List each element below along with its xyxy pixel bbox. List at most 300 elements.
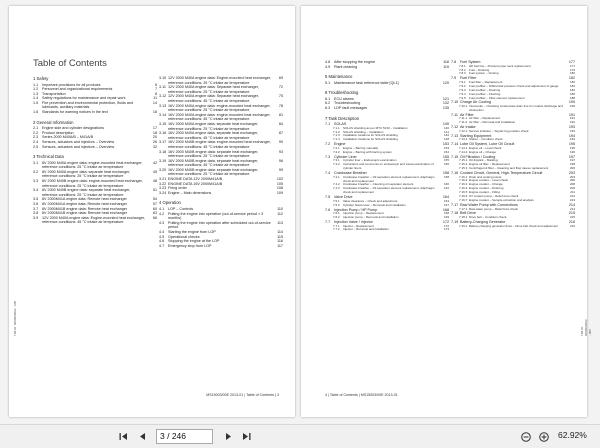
left-page-column-1 <box>33 76 157 225</box>
toc-entry-page: 140 <box>442 122 449 127</box>
toc-entry-page: 164 <box>442 195 449 200</box>
toc-subentry-page: 169 <box>443 215 449 220</box>
right-page-column-2 <box>451 60 575 228</box>
toc-subentry-number: 7.16.4 <box>459 186 468 191</box>
toc-entry-number: 7.3 <box>325 154 331 159</box>
toc-entry[interactable] <box>325 65 449 70</box>
toc-subentry-page: 209 <box>569 186 575 191</box>
toc-subentry-number: 7.19.1 <box>459 223 468 228</box>
toc-subentry-number: 7.16.6 <box>459 194 468 199</box>
toc-entry-page: 81 <box>278 112 283 117</box>
toc-entry-title: Cylinder Liner <box>334 154 357 159</box>
left-page <box>9 6 295 417</box>
toc-entry-title: Air Intake <box>460 125 476 130</box>
toc-subentry-number: 7.13.1 <box>459 137 468 142</box>
toc-subentry-page: 200 <box>569 166 575 171</box>
toc-entry-title: Series 2000 M40A/B – M41A/B <box>42 135 94 140</box>
toc-subentry-title: Engine coolant – Draining <box>469 186 504 191</box>
toc-entry-title: Engine – Main dimensions <box>168 190 212 195</box>
toc-subentry-page: 213 <box>569 198 575 202</box>
toc-entry-title: Starting Equipment <box>460 133 492 138</box>
toc-entry-number: 7.16 <box>451 170 459 175</box>
toc-entry-page: 190 <box>568 100 575 105</box>
toc-entry-number: 3.15 <box>159 121 167 126</box>
toc-subentry-page: 215 <box>569 215 575 219</box>
toc-subentry-page: 214 <box>569 206 575 211</box>
toc-entry-number: 7.13 <box>451 133 459 138</box>
toc-entry-number: 3.18 <box>159 149 167 154</box>
toc-entry-page: 119 <box>443 64 449 69</box>
toc-entry-number: 2.5 <box>33 144 39 149</box>
toc-entry-title: Important provisions for all products <box>42 82 101 87</box>
toc-subentry[interactable] <box>451 105 575 113</box>
toc-entry-page: 109 <box>276 190 283 195</box>
toc-subentry-number: 7.1.1 <box>333 125 340 130</box>
toc-entry-number: 3.16 <box>159 131 167 136</box>
toc-entry-page: 115 <box>277 234 283 239</box>
toc-entry-title: Oil Filtration / Cooling <box>460 154 496 159</box>
toc-entry-title: SOLAS <box>334 122 347 127</box>
toc-subentry-title: Engine coolant – Sample extraction and analysis <box>469 198 534 202</box>
toc-entry-number: 1.2 <box>33 87 39 92</box>
toc-subentry-number: 7.16.5 <box>459 190 468 195</box>
toc-entry-title: Belt Drive <box>460 211 476 216</box>
toc-subentry-page: 148 <box>443 137 449 142</box>
toc-entry-title: LOP fault messages <box>334 105 368 110</box>
toc-subentry-number: 7.9.4 <box>459 91 466 96</box>
toc-title: Table of Contents <box>33 58 107 69</box>
toc-entry-number: 6.2 <box>325 101 331 106</box>
toc-entry-page: 117 <box>277 243 283 248</box>
toc-entry-title: 16V 2000 M40B engine data: separate heat exchanger, reference conditions: 25 °C intake air temperature <box>168 167 259 177</box>
toc-subentry-number: 7.6.2 <box>333 215 340 220</box>
toc-chapter-heading: 1 Safety <box>33 76 49 81</box>
toc-entry-page: 155 <box>442 154 449 159</box>
toc-entry[interactable] <box>159 159 283 168</box>
toc-subentry-title: Fuel prefilter – Flushing <box>469 91 501 96</box>
toc-entry-page: 195 <box>568 142 575 147</box>
toc-entry-page: 135 <box>442 105 449 110</box>
toc-subentry-number: 7.3.2 <box>333 162 340 167</box>
toc-entry[interactable] <box>325 106 449 111</box>
toc-entry-page: 60 <box>152 206 157 211</box>
toc-subentry-number: 7.8.1 <box>459 63 466 68</box>
toc-subentry-number: 7.7.2 <box>333 227 340 232</box>
toc-entry[interactable] <box>325 81 449 86</box>
toc-entry-page: 57 <box>152 201 157 206</box>
toc-subentry-number: 7.2.2 <box>333 149 340 154</box>
toc-subentry-title: Engine coolant – Change <box>469 182 503 187</box>
toc-entry[interactable] <box>159 168 283 177</box>
toc-entry-page: 8 <box>154 91 157 96</box>
toc-entry[interactable] <box>159 150 283 159</box>
toc-entry[interactable] <box>159 140 283 149</box>
toc-entry-title: Starting the engine from LOP <box>168 229 216 234</box>
toc-entry-page: 108 <box>276 186 283 191</box>
next-page-icon[interactable] <box>222 429 234 444</box>
toc-entry-page: 121 <box>442 96 449 101</box>
toc-chapter-heading: 2 General Information <box>33 119 74 125</box>
toc-entry-page: 16 <box>152 110 157 115</box>
toc-entry-title: 8V 2000 M40A engine data: engine-mounted heat exchanger, reference conditions: 25 °C intake air temperature <box>42 160 143 170</box>
toc-subentry-number: 7.18.1 <box>459 215 468 219</box>
toc-subentry-title: Battery-charging generator drive – Drive belt check and adjustment <box>469 223 559 228</box>
toc-subentry-number: 7.9.2 <box>459 83 466 88</box>
toc-entry[interactable] <box>33 179 157 188</box>
toc-subentry-title: HP fuel line – Pressure pipe neck replacement <box>469 63 531 68</box>
toc-entry-title: LOP – Controls <box>168 206 194 211</box>
toc-entry[interactable] <box>159 85 283 94</box>
toc-subentry-page: 168 <box>443 211 449 216</box>
toc-entry-page: 63 <box>152 211 157 216</box>
toc-entry-title: Valve Drive <box>334 195 353 200</box>
toc-entry[interactable] <box>159 212 283 221</box>
toc-subentry-number: 7.16.1 <box>459 174 468 179</box>
toc-subentry-page: 191 <box>569 116 575 121</box>
toc-subentry-page: 185 <box>569 91 575 96</box>
toc-entry-number: 3.13 <box>159 103 167 108</box>
toc-entry-page: 72 <box>278 85 283 90</box>
toc-subentry-page: 154 <box>443 149 449 154</box>
toc-subentry-title: Fuel – Draining <box>469 67 490 72</box>
toc-subentry-number: 7.14.1 <box>459 145 468 150</box>
toc-entry-page: 7 <box>154 87 157 92</box>
toc-entry-number: 7.2 <box>325 142 331 147</box>
toc-entry-page: 110 <box>277 206 283 211</box>
toc-entry-page: 216 <box>568 219 575 224</box>
last-page-icon[interactable] <box>240 429 252 444</box>
toc-entry[interactable] <box>159 76 283 85</box>
toc-entry[interactable] <box>33 101 157 110</box>
toc-subentry-number: 7.16.2 <box>459 178 468 183</box>
toc-chapter-heading: 3 Technical Data <box>33 154 64 160</box>
toc-subentry-number: 7.4.3 <box>333 186 340 191</box>
toc-chapter-heading: 4 Operation <box>159 200 181 206</box>
toc-subentry-number: 7.10.1 <box>459 104 468 109</box>
toc-subentry-title: Air filter – Removal and installation <box>469 120 516 125</box>
toc-entry-number: 3.17 <box>159 140 167 145</box>
toc-subentry-number: 7.9.5 <box>459 95 466 100</box>
toc-entry-page: 26 <box>152 139 157 144</box>
toc-entry-number: 6.1 <box>325 96 331 101</box>
toc-entry-page: 17 <box>152 126 157 131</box>
toc-subentry-number: 7.6.1 <box>333 211 340 216</box>
toc-subentry-page: 167 <box>443 202 449 207</box>
toc-subentry-number: 7.11.1 <box>459 116 468 121</box>
toc-subentry-number: 7.9.1 <box>459 79 466 84</box>
toc-entry-number: 3.14 <box>159 112 167 117</box>
left-page-footer: MS15003/00E 2013-01 | Table of Contents | 3 <box>206 393 279 397</box>
toc-entry[interactable] <box>33 145 157 150</box>
toc-entry-number: 7.15 <box>451 154 459 159</box>
toc-subentry-title: Service indicator – Signal ring position check <box>469 128 529 133</box>
toc-subentry-number: 7.16.7 <box>459 198 468 202</box>
toc-subentry-page: 198 <box>569 162 575 167</box>
toc-entry-title: Plant cleaning <box>334 64 358 69</box>
toc-subentry-number: 7.4.1 <box>333 174 340 179</box>
toc-subentry-title: Engine oil – Change <box>469 149 497 154</box>
toc-entry-page: 194 <box>568 133 575 138</box>
toc-entry-title: Engine side and cylinder designations <box>42 126 104 131</box>
toc-entry-page: 116 <box>277 239 283 244</box>
toc-entry-number: 7.9 <box>451 76 457 81</box>
toc-entry-page: 177 <box>568 60 575 64</box>
toc-entry-page: 18 <box>152 130 157 135</box>
toc-subentry-title: Intercooler – Checking condensate drain line for coolant discharge and obstruction <box>469 104 563 112</box>
toc-entry-title: Troubleshooting <box>334 101 361 106</box>
toc-entry-number: 3.10 <box>159 76 167 80</box>
toc-entry-number: 7.19 <box>451 219 459 224</box>
toc-entry-title: Engine <box>334 142 346 147</box>
toc-subentry-title: Injection pump – Replacement <box>343 211 384 216</box>
toc-subentry-title: Cylinder liner – Endoscopic examination <box>343 158 397 163</box>
toc-subentry-page: 183 <box>569 83 575 88</box>
prev-page-icon[interactable] <box>136 429 148 444</box>
toc-subentry-number: 7.8.2 <box>459 67 466 72</box>
toc-entry-title: 8V 2000 M40B engine data: engine-mounted heat exchanger, reference conditions: 25 °C intake air temperature <box>42 179 143 188</box>
toc-subentry-page: 141 <box>443 129 449 134</box>
left-page-column-2 <box>159 76 283 248</box>
toc-entry[interactable] <box>159 94 283 103</box>
page-number-input[interactable] <box>156 429 213 444</box>
toc-entry-number: 7.14 <box>451 142 459 147</box>
toc-entry-title: Raw Water Pump with Connections <box>460 202 518 207</box>
toc-entry-number: 3.3 <box>33 179 39 183</box>
toc-entry-number: 7.18 <box>451 211 459 216</box>
first-page-icon[interactable] <box>117 429 129 444</box>
toc-entry[interactable] <box>33 188 157 197</box>
toc-subentry-page: 206 <box>569 178 575 183</box>
toc-subentry-number: 7.1.2 <box>333 129 340 134</box>
toc-entry-number: 7.6 <box>325 207 331 212</box>
right-page-side-code: TIM-ID: 0000000002 - 005 <box>580 319 592 336</box>
toc-entry-page: 191 <box>568 112 575 117</box>
toc-entry[interactable] <box>159 113 283 122</box>
toc-subentry-number: 7.5.2 <box>333 202 340 207</box>
toc-entry[interactable] <box>33 161 157 170</box>
toc-subentry-number: 7.3.1 <box>333 158 340 163</box>
toc-entry-number: 2.3 <box>33 135 39 140</box>
toc-entry-page: 215 <box>568 211 575 216</box>
toc-subentry-title: Injector – Removal and installation <box>343 227 389 232</box>
toc-subentry-page: 173 <box>443 227 449 232</box>
toc-subentry-number: 7.17.1 <box>459 206 468 211</box>
toc-entry-number: 7.5 <box>325 195 331 200</box>
toc-entry-number: 7.10 <box>451 100 459 105</box>
toc-subentry-title: SOLAS shielding – Installation <box>343 129 384 134</box>
toc-subentry-page: 190 <box>569 104 575 109</box>
toc-entry-page: 78 <box>278 103 283 108</box>
toc-entry-number: 3.4 <box>33 188 39 193</box>
toc-subentry-title: Oil dipstick – Marking <box>469 158 498 163</box>
toc-entry[interactable] <box>33 170 157 179</box>
toc-entry-number: 4.6 <box>159 239 165 244</box>
toc-entry-page: 48 <box>152 179 157 183</box>
toc-subentry-title: Installation locations for SOLAS shielding <box>343 137 398 142</box>
zoom-level[interactable]: 62.92% <box>558 430 587 440</box>
toc-entry[interactable] <box>159 244 283 249</box>
toc-subentry-title: Valve clearance – Check and adjustment <box>343 198 398 203</box>
page-total: / 246 <box>167 431 187 441</box>
toc-entry-number: 3.23 <box>159 186 167 191</box>
toc-chapter-heading: 5 Maintenance <box>325 74 353 80</box>
toc-subentry[interactable] <box>325 187 449 195</box>
toc-entry[interactable] <box>159 191 283 196</box>
toc-entry-title: 8V 2000M41A engine data: Remote heat exchanger <box>42 197 127 202</box>
toc-entry[interactable] <box>159 122 283 131</box>
toc-entry-page: 6 <box>154 82 157 87</box>
toc-entry-number: 3.19 <box>159 158 167 163</box>
toc-subentry-number: 7.8.3 <box>459 71 466 76</box>
toc-subentry-page: 197 <box>569 158 575 163</box>
toc-entry-title: Fuel Filter <box>460 76 477 81</box>
toc-entry-title: 16V 2000 M40B engine data: engine-mounted heat exchanger, reference conditions: 45 °C intake air temperature <box>168 140 271 149</box>
toc-entry-page: 84 <box>278 121 283 126</box>
toc-entry-number: 4.1 <box>159 206 165 211</box>
toc-subentry-title: Crankcase breather – Oil separator element replacement, diaphragm check and replacement <box>343 186 435 195</box>
toc-entry-number: 2.1 <box>33 126 39 131</box>
toc-entry-title: 16V 2000 M40A engine data: engine-mounted heat exchanger, reference conditions: 45 °C intake air temperature <box>168 112 271 122</box>
toc-entry-title: Maintenance task reference table [QL1] <box>334 80 399 85</box>
toc-entry-title: 8V 2000 M40B engine data: separate heat exchanger, reference conditions: 25 °C intake air temperature <box>42 188 131 197</box>
toc-subentry-title: Drive belt – Condition check <box>469 215 507 219</box>
toc-entry-title: Lube Oil System, Lube Oil Circuit <box>460 142 515 147</box>
toc-entry-number: 3.1 <box>33 160 39 165</box>
toc-entry-number: 1.5 <box>33 100 39 105</box>
toc-entry-number: 3.9 <box>33 215 39 220</box>
toc-subentry-page: 156 <box>443 162 449 167</box>
toc-entry-title: Operational checks <box>168 234 200 239</box>
toc-entry[interactable] <box>159 131 283 140</box>
toc-entry-title: 16V 2000 M40A engine data, separate heat exchanger, reference conditions: 45 °C intake air temperature <box>168 131 259 140</box>
toc-subentry-page: 192 <box>569 120 575 125</box>
toc-entry-title: Injection Valve / Injector <box>334 219 373 224</box>
toc-subentry-title: Engine – Barring with barring system <box>343 149 393 154</box>
toc-subentry-page: 212 <box>569 194 575 199</box>
zoom-in-icon[interactable] <box>538 429 550 444</box>
toc-entry-title: Coolant Circuit, General, High-Temperature Circuit <box>460 170 543 175</box>
toc-subentry-number: 7.5.1 <box>333 198 340 203</box>
toc-entry[interactable] <box>33 110 157 115</box>
toc-entry-page: 193 <box>568 125 575 130</box>
toc-chapter-heading: 7 Task Description <box>325 115 360 121</box>
toc-subentry-title: Engine coolant – Level check <box>469 178 509 183</box>
toc-entry-page: 90 <box>278 140 283 145</box>
toc-entry-number: 6.3 <box>325 105 331 110</box>
toc-entry-number: 3.12 <box>159 94 167 99</box>
toc-entry-number: 1.1 <box>33 82 39 87</box>
toc-subentry-number: 7.16.3 <box>459 182 468 187</box>
toc-subentry-title: Engine oil – Level check <box>469 145 502 150</box>
toc-entry-number: 7.17 <box>451 202 459 207</box>
toc-subentry[interactable] <box>451 225 575 229</box>
toc-entry-page: 54 <box>152 197 157 202</box>
toc-entry-title: ENGINE DATA 16V 2000M41A/B <box>168 181 223 186</box>
toc-subentry-title: Centrifugal oil filter – Cleaning and filter sleeve replacement <box>469 166 549 171</box>
toc-subentry-title: Fuel prefilter – Differential pressure check and adjustment of gauge <box>469 83 559 88</box>
toc-subentry-title: Cylinder head cover – Removal and installation <box>343 202 406 207</box>
toc-subentry-title: Instructions and comments on endoscopic and visual examination of cylinder liners <box>343 162 434 171</box>
zoom-out-icon[interactable] <box>520 429 532 444</box>
toc-subentry-number: 7.15.3 <box>459 166 468 171</box>
toc-subentry-title: Engine – Barring manually <box>343 145 379 150</box>
toc-entry-page: 105 <box>276 181 283 186</box>
toc-subentry-page: 160 <box>443 182 449 187</box>
toc-subentry-number: 7.12.1 <box>459 128 468 133</box>
toc-subentry-title: Injection pump – Removal and installation <box>343 215 399 220</box>
toc-subentry-number: 7.15.2 <box>459 162 468 167</box>
toc-subentry-title: Crankcase breather – Oil separator element replacement, diaphragm check and replacement <box>343 174 435 183</box>
toc-entry-page: 66 <box>152 215 157 220</box>
toc-entry-page: 112 <box>277 211 283 216</box>
toc-subentry-title: Installation locations for SOLAS shielding <box>343 133 398 138</box>
toc-subentry[interactable] <box>325 228 449 232</box>
toc-subentry-title: Starter – Condition check <box>469 137 503 142</box>
toc-subentry-title: Fuel system – Venting <box>469 71 499 76</box>
toc-subentry-title: Fuel prefilter – Draining <box>469 87 501 92</box>
toc-subentry[interactable] <box>325 163 449 171</box>
toc-entry-number: 3.11 <box>159 85 166 90</box>
toc-subentry-page: 179 <box>569 67 575 72</box>
toc-entry-page: 158 <box>442 171 449 175</box>
toc-subentry-number: 7.11.2 <box>459 120 468 125</box>
toc-entry-title: Personnel and organizational requirements <box>42 87 113 92</box>
toc-entry[interactable] <box>159 221 283 230</box>
toc-entry-title: 16V 2000 M40A engine data: engine-mounted heat exchanger, reference conditions: 25 °C intake air temperature <box>168 103 271 113</box>
right-page <box>301 6 592 417</box>
toc-entry-title: Standards for warning notices in the text <box>42 110 108 115</box>
toc-subentry-page: 195 <box>569 145 575 150</box>
toc-subentry-page: 164 <box>443 198 449 203</box>
toc-entry-number: 3.5 <box>33 197 39 202</box>
toc-entry-number: 3.24 <box>159 190 167 195</box>
viewer-toolbar <box>0 424 600 448</box>
toc-entry-number: 5.1 <box>325 80 331 85</box>
toc-entry-number: 7.11 <box>451 112 458 117</box>
toc-entry-page: 214 <box>568 202 575 207</box>
toc-entry-title: Product description <box>42 130 74 135</box>
toc-entry-number: 2.2 <box>33 130 39 135</box>
right-page-column-1 <box>325 60 449 232</box>
toc-entry-number: 4.5 <box>159 234 165 239</box>
left-page-side-code: TIM-ID: 0000000002 - 005 <box>13 300 17 336</box>
toc-entry-number: 7.12 <box>451 125 459 130</box>
toc-subentry-number: 7.14.2 <box>459 149 468 154</box>
toc-entry-title: 12V 2000 M40A engine data: Separate heat exchanger, reference conditions: 45 °C intake air temperature <box>168 94 259 103</box>
toc-subentry-page: 180 <box>569 71 575 76</box>
toc-entry-page: 182 <box>568 76 575 81</box>
right-page-footer: 4 | Table of Contents | MS15003/00E 2013-01 <box>325 393 398 397</box>
toc-entry-number: 3.6 <box>33 201 39 206</box>
toc-subentry-title: Engine oil filter – Replacement <box>469 162 510 167</box>
toc-entry[interactable] <box>159 104 283 113</box>
toc-entry-page: 14 <box>152 100 157 105</box>
toc-subentry-title: Drain and venting points <box>469 174 502 179</box>
toc-entry-title: Putting the engine into operation (out-of-service period > 3 months) <box>168 211 264 221</box>
toc-subentry-page: 184 <box>569 87 575 92</box>
toc-subentry-title: HT coolant pump – Relief bore check <box>469 194 519 199</box>
toc-entry-title: 12V 2000 M40A engine data: Separate heat exchanger, reference conditions: 25 °C intake air temperature <box>168 85 259 94</box>
toc-subentry-page: 153 <box>443 145 449 150</box>
toc-subentry-title: Raw water pump – Relief bore check <box>469 206 519 211</box>
toc-entry[interactable] <box>33 216 157 225</box>
toc-entry-title: After stopping the engine <box>334 60 376 64</box>
toc-chapter-heading: 6 Troubleshooting <box>325 90 359 96</box>
toc-entry-title: ENGINE DATA 12V 2000M41A/B <box>168 177 223 182</box>
toc-subentry-title: Air filter – Replacement <box>469 116 501 121</box>
toc-entry-title: Firing order <box>168 186 187 191</box>
toc-subentry-page: 203 <box>569 174 575 179</box>
